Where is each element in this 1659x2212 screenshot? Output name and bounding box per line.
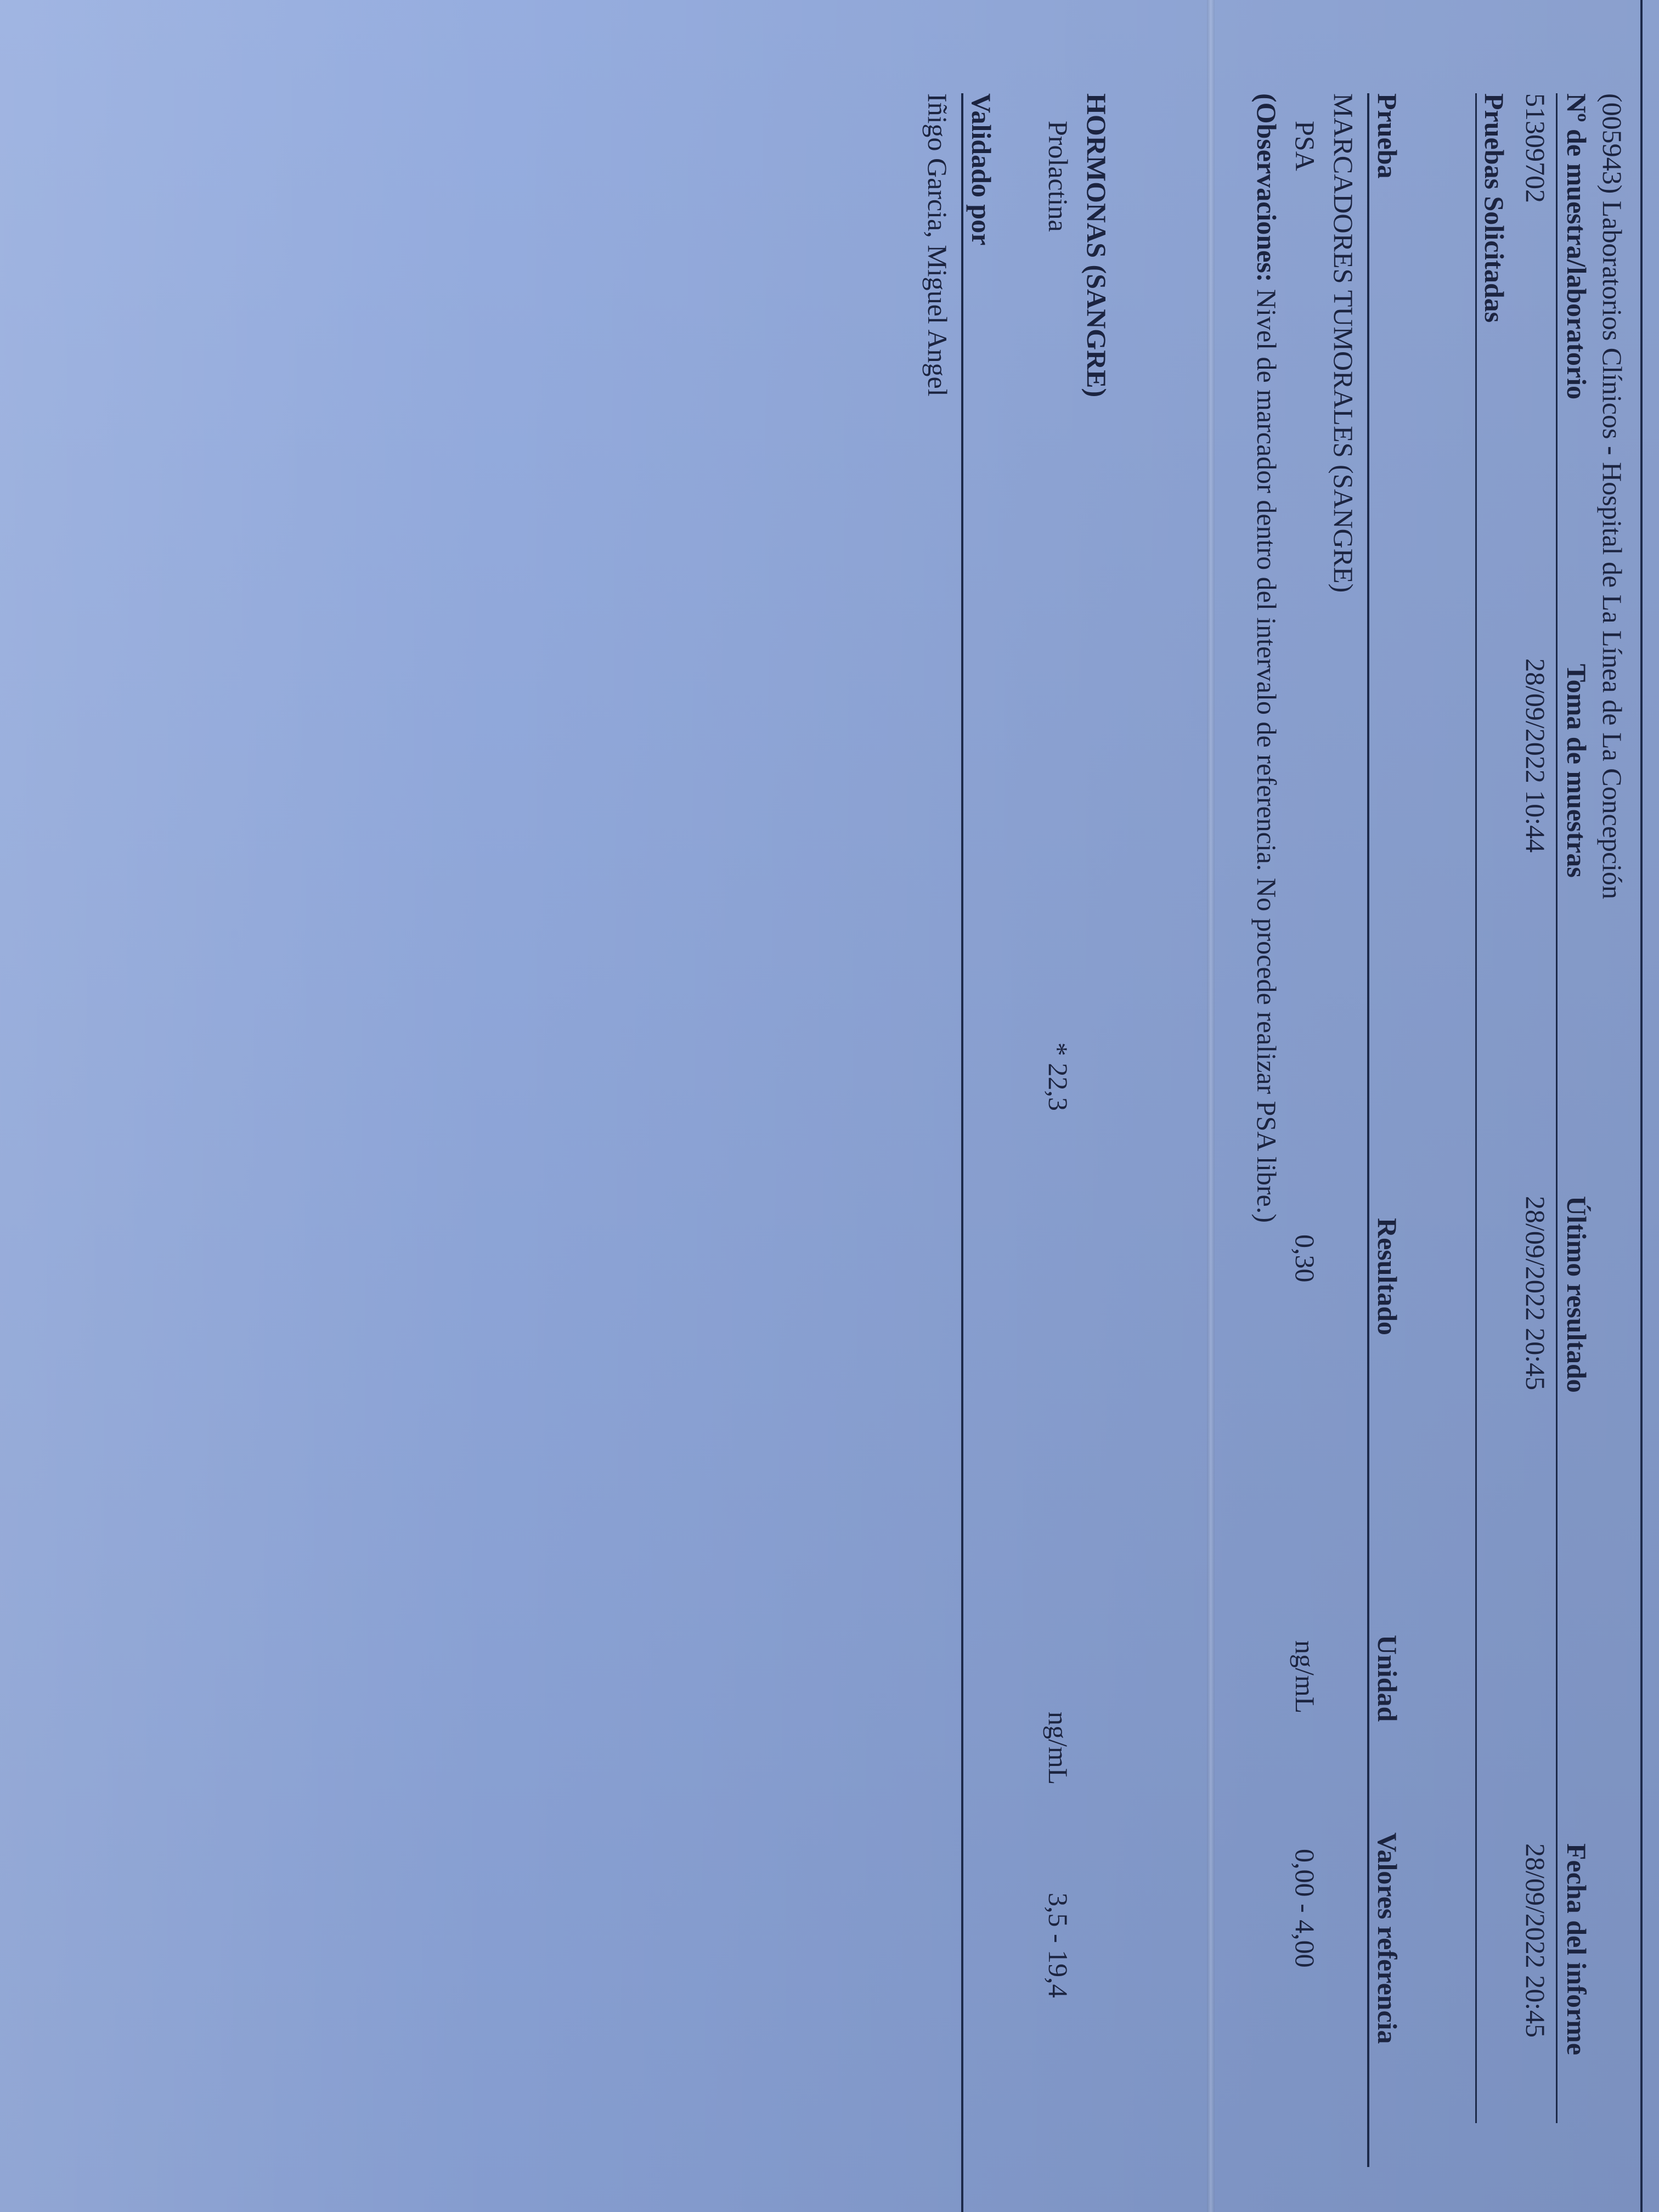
test-name-prolactin: Prolactina <box>1043 121 1074 232</box>
result-prolactin: * 22,3 <box>1043 1042 1074 1111</box>
sample-number: 51309702 <box>1520 93 1551 203</box>
observation-text: Nivel de marcador dentro del intervalo de referencia. No procede realizar PSA libre.) <box>1251 289 1282 1223</box>
header-separator: - <box>1597 445 1628 455</box>
section-title-hormones: HORMONAS (SANGRE) <box>1081 93 1112 398</box>
results-header-rule <box>1367 93 1369 2167</box>
validator-name: Iñigo Garcia, Miguel Angel <box>922 93 953 397</box>
section-title-tumor-markers: MARCADORES TUMORALES (SANGRE) <box>1328 93 1359 593</box>
sample-collection-date: 28/09/2022 10:44 <box>1520 658 1551 853</box>
requested-tests-label: Pruebas Solicitadas <box>1479 93 1510 323</box>
observation-psa <box>1253 93 1280 1223</box>
report-date: 28/09/2022 20:45 <box>1520 1843 1551 2038</box>
col-sample-collection: Toma de muestras <box>1561 664 1592 878</box>
report-header <box>1599 93 1626 899</box>
col-reference: Valores referencia <box>1372 1832 1403 2044</box>
sample-header-rule <box>1556 93 1558 2123</box>
last-result-date: 28/09/2022 20:45 <box>1520 1196 1551 1391</box>
top-rule <box>1640 0 1643 2212</box>
requested-tests-rule <box>1475 93 1477 2123</box>
hospital-name: Hospital de La Línea de La Concepción <box>1597 462 1628 900</box>
lab-code: (005943) <box>1597 93 1628 194</box>
test-name-psa: PSA <box>1290 121 1321 171</box>
result-psa: 0,30 <box>1290 1234 1321 1283</box>
col-test: Prueba <box>1372 93 1403 179</box>
col-result: Resultado <box>1372 1218 1403 1335</box>
unit-psa: ng/mL <box>1290 1640 1321 1714</box>
reference-psa: 0,00 - 4,00 <box>1290 1849 1321 1968</box>
lab-name: Laboratorios Clínicos <box>1597 200 1628 439</box>
validated-by-label: Validado por <box>966 93 997 246</box>
reference-prolactin: 3,5 - 19,4 <box>1043 1893 1074 1998</box>
col-unit: Unidad <box>1372 1635 1403 1722</box>
unit-prolactin: ng/mL <box>1043 1712 1074 1785</box>
validation-rule <box>961 93 963 2212</box>
col-last-result: Último resultado <box>1561 1196 1592 1393</box>
col-report-date: Fecha del informe <box>1561 1843 1592 2056</box>
observation-label: (Observaciones: <box>1251 93 1282 283</box>
col-sample-number: Nº de muestra/laboratorio <box>1561 93 1592 400</box>
